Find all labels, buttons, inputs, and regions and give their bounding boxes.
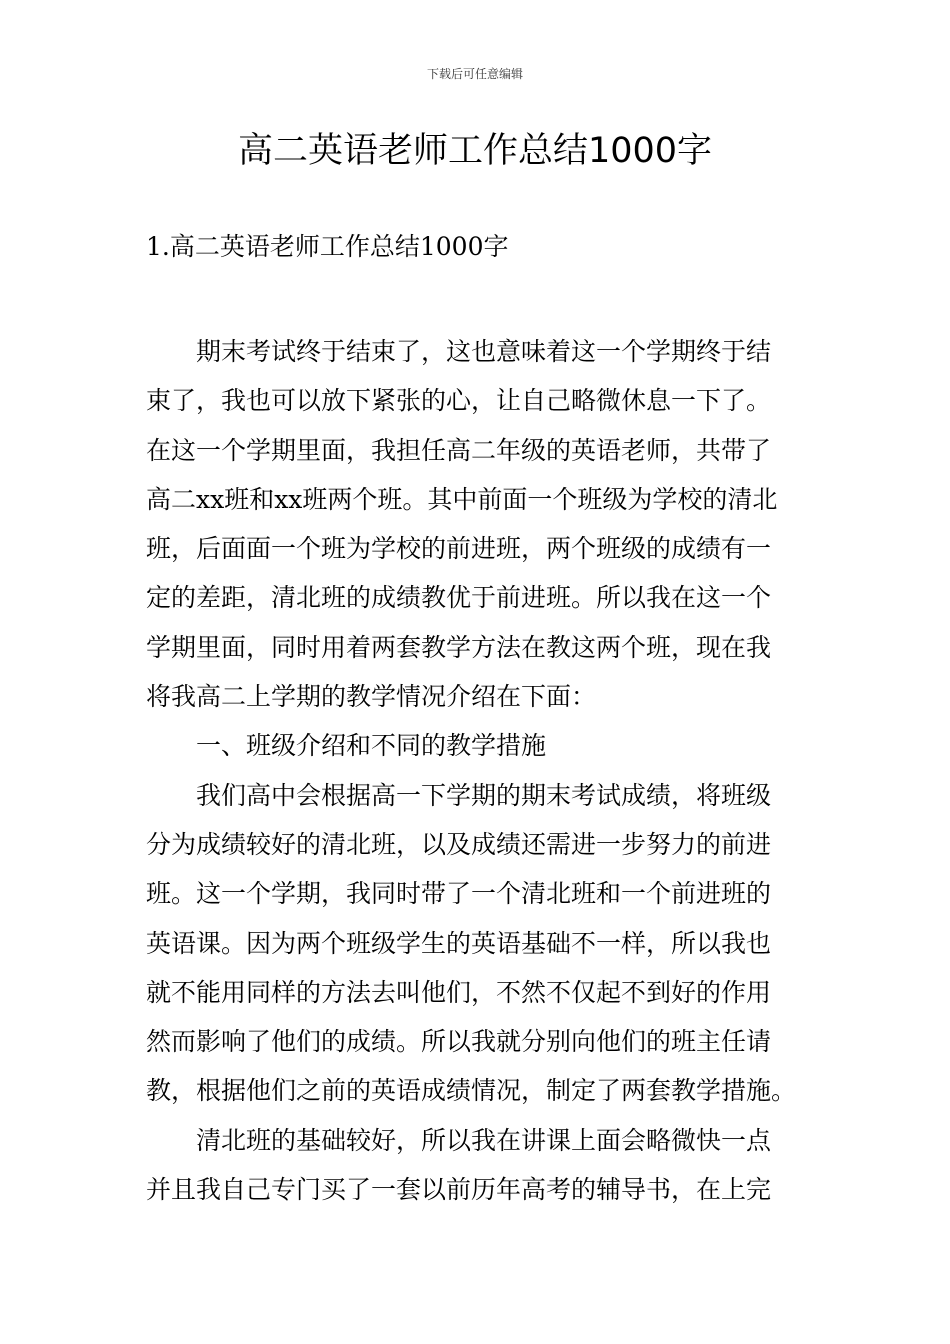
paragraph-line: 学期里面，同时用着两套教学方法在教这两个班，现在我	[146, 632, 772, 662]
subsection-heading: 一、班级介绍和不同的教学措施	[196, 731, 547, 761]
paragraph-line: 然而影响了他们的成绩。所以我就分别向他们的班主任请	[146, 1027, 772, 1057]
paragraph-line: 将我高二上学期的教学情况介绍在下面：	[146, 682, 597, 712]
paragraph-line: 分为成绩较好的清北班，以及成绩还需进一步努力的前进	[146, 829, 772, 859]
paragraph-line: 班。这一个学期，我同时带了一个清北班和一个前进班的	[146, 879, 772, 909]
paragraph-line: 英语课。因为两个班级学生的英语基础不一样，所以我也	[146, 928, 772, 958]
document-title: 高二英语老师工作总结1000字	[237, 131, 713, 171]
paragraph-line: 束了，我也可以放下紧张的心，让自己略微休息一下了。	[146, 386, 772, 416]
section-heading: 1.高二英语老师工作总结1000字	[146, 232, 509, 261]
paragraph-line: 并且我自己专门买了一套以前历年高考的辅导书，在上完	[146, 1175, 772, 1205]
body-text	[146, 327, 808, 1214]
paragraph-line: 我们高中会根据高一下学期的期末考试成绩，将班级	[196, 780, 772, 810]
paragraph-line: 期末考试终于结束了，这也意味着这一个学期终于结	[196, 337, 772, 366]
paragraph-line: 定的差距，清北班的成绩教优于前进班。所以我在这一个	[146, 583, 772, 613]
header-note: 下载后可任意编辑	[426, 67, 523, 81]
paragraph-line: 班，后面面一个班为学校的前进班，两个班级的成绩有一	[146, 534, 772, 564]
paragraph-line: 清北班的基础较好，所以我在讲课上面会略微快一点	[196, 1125, 772, 1155]
paragraph-line: 高二xx班和xx班两个班。其中前面一个班级为学校的清北	[146, 484, 778, 514]
paragraph-line: 在这一个学期里面，我担任高二年级的英语老师，共带了	[146, 435, 772, 465]
paragraph-line: 就不能用同样的方法去叫他们，不然不仅起不到好的作用	[146, 977, 772, 1007]
paragraph-line: 教，根据他们之前的英语成绩情况，制定了两套教学措施。	[146, 1076, 797, 1106]
